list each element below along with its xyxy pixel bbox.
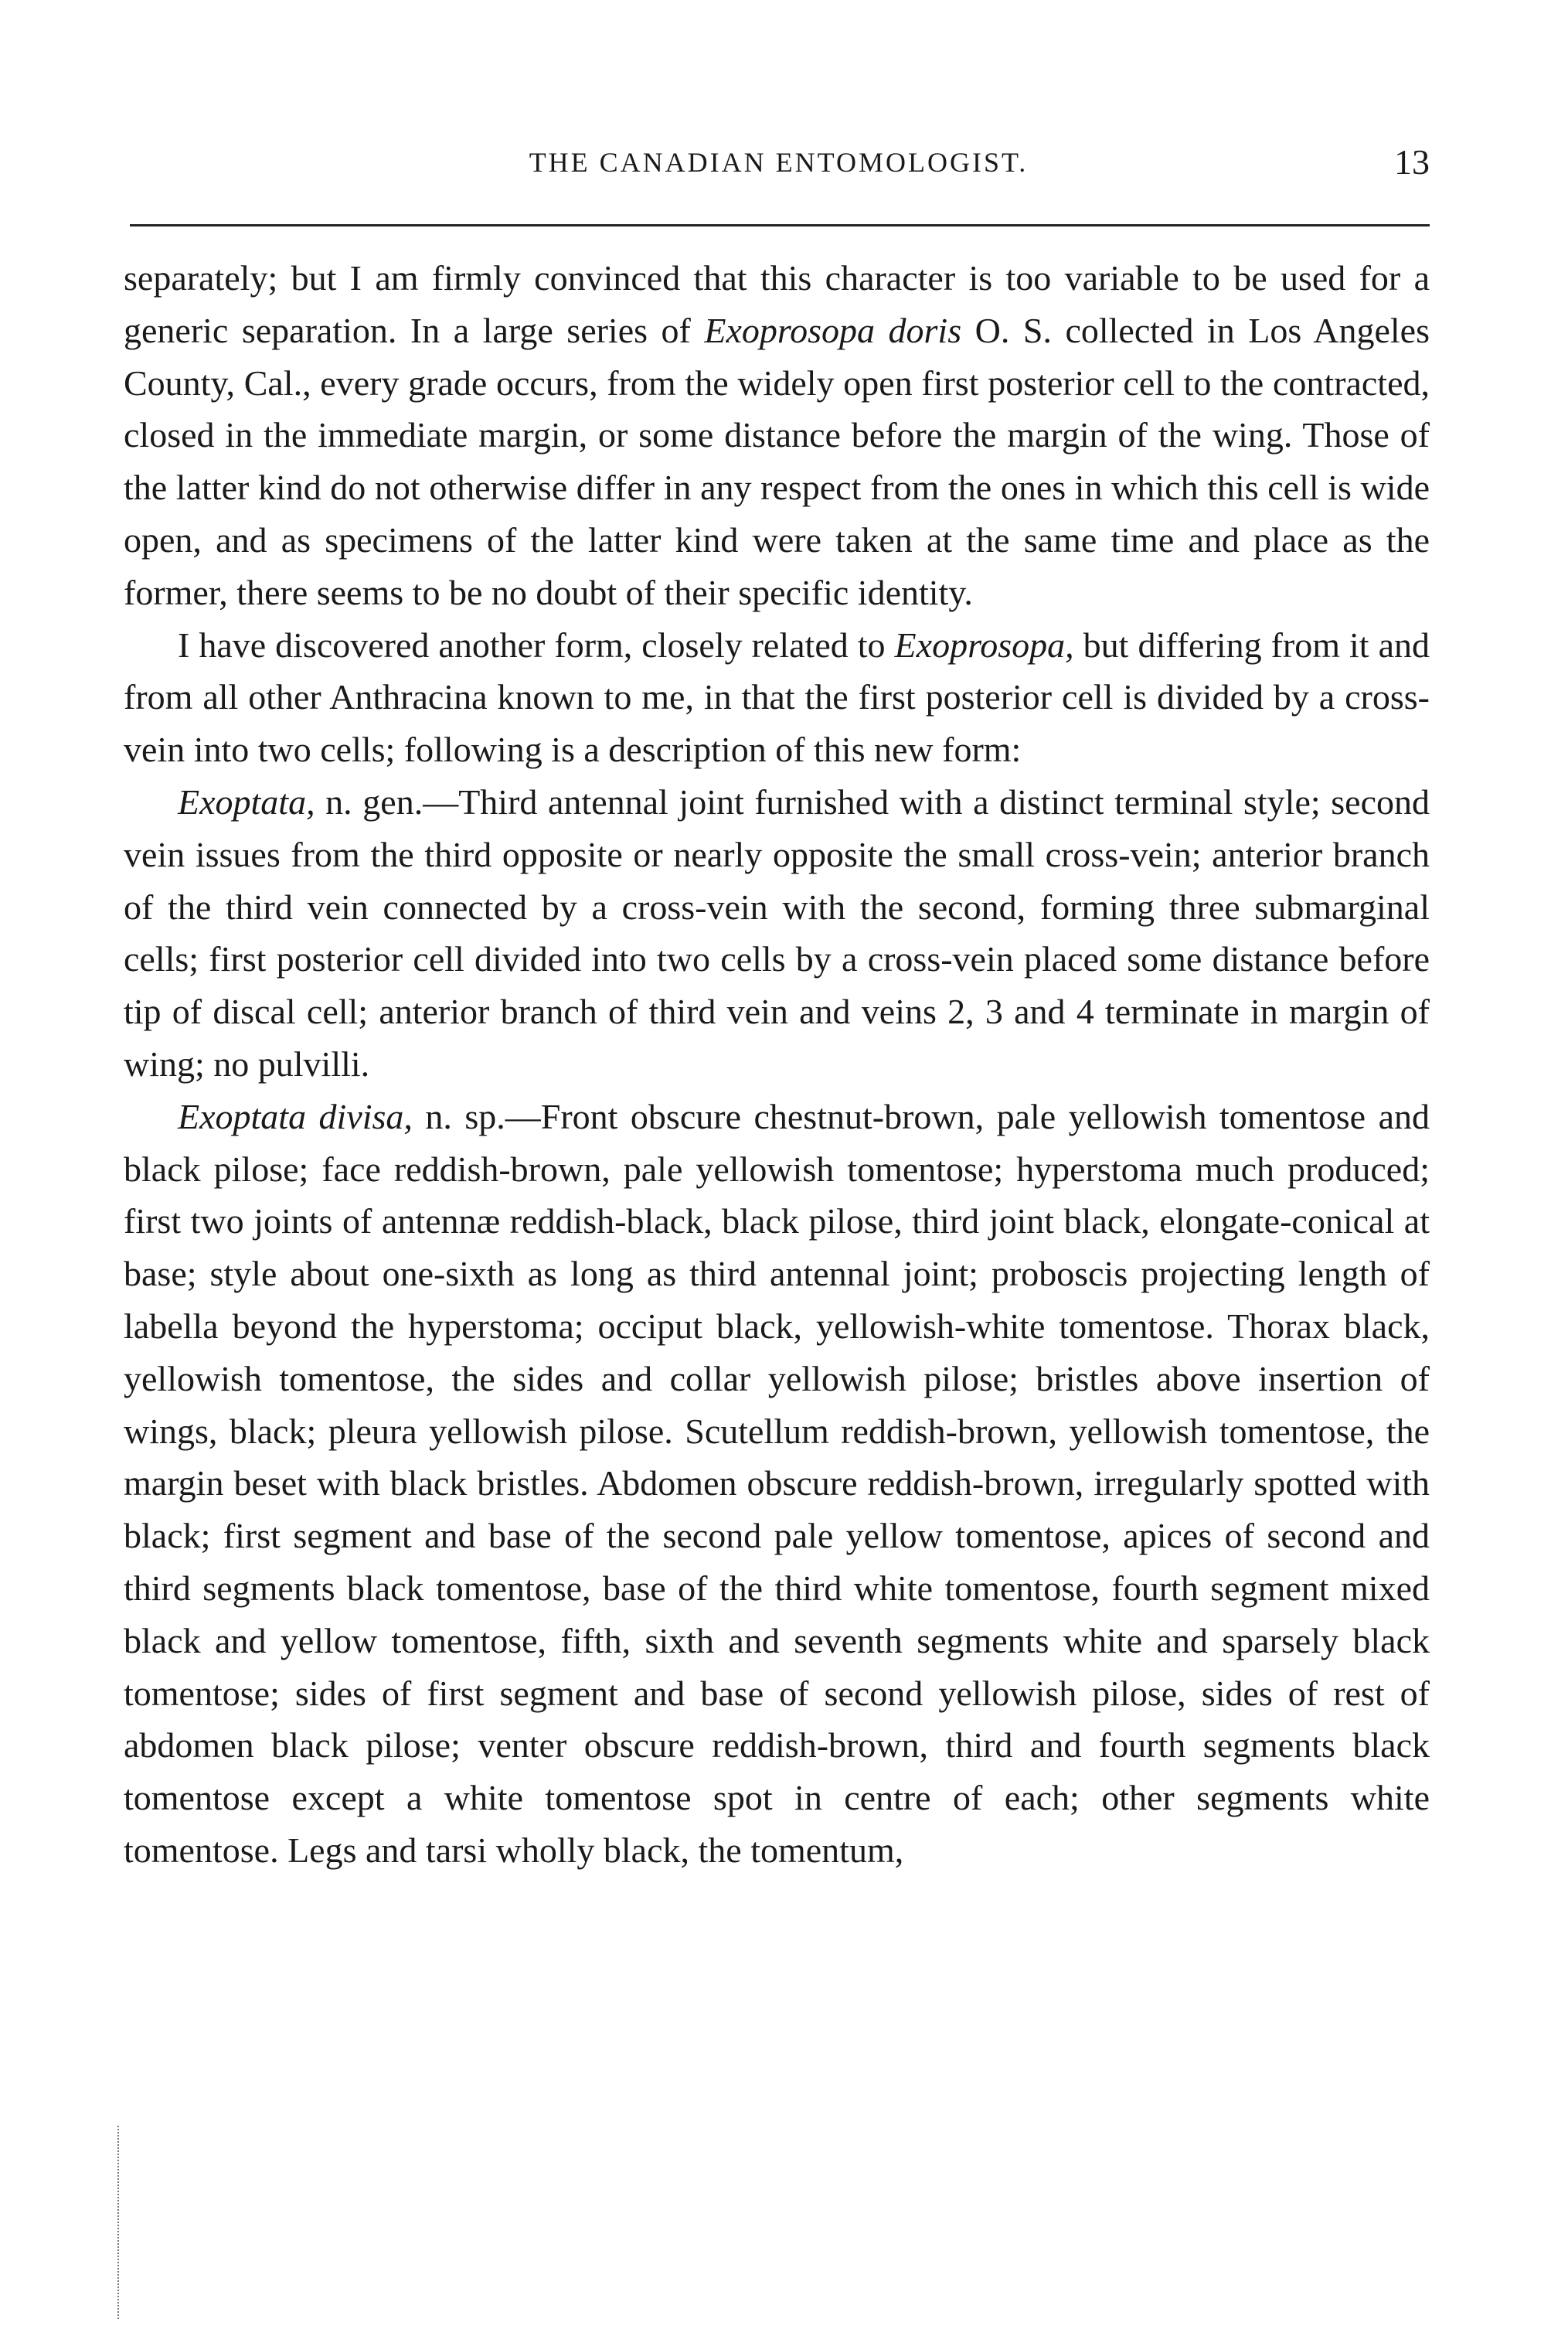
journal-title: THE CANADIAN ENTOMOLOGIST. (529, 147, 1029, 178)
genus-name-exoprosopa: Exoprosopa, (894, 625, 1074, 665)
species-name-exoprosopa-doris: Exoprosopa doris (704, 310, 962, 350)
page-number: 13 (1394, 142, 1430, 182)
margin-scan-mark (117, 2126, 122, 2319)
paragraph-1 (124, 252, 1430, 619)
paragraph-4-rest: n. sp.—Front obscure chestnut-brown, pale yellowish tomentose and black pilose; face reddish-brown, pale yellowish tomentose; hyperstoma much produced; first two joints of antennæ reddish-black, black pilose, third joint black, elongate-conical at base; style about one-sixth as long as third antennal joint; proboscis projecting length of labella beyond the hyperstoma; occiput black, yellowish-white tomentose. Thorax black, yellowish tomentose, the sides and collar yellowish pilose; bristles above insertion of wings, black; pleura yellowish pilose. Scutellum reddish-brown, yellowish tomentose, the margin beset with black bristles. Abdomen obscure reddish-brown, irregularly spotted with black; first segment and base of the second pale yellow tomentose, apices of second and third segments black tomentose, base of the third white tomentose, fourth segment mixed black and yellow tomentose, fifth, sixth and seventh segments white and sparsely black tomentose; sides of first segment and base of second yellowish pilose, sides of rest of abdomen black pilose; venter obscure reddish-brown, third and fourth segments black tomentose except a white tomentose spot in centre of each; other segments white tomentose. Legs and tarsi wholly black, the tomentum, (124, 1096, 1430, 1870)
paragraph-3-rest: n. gen.—Third antennal joint furnished with a distinct terminal style; second vein issues from the third opposite or nearly opposite the small cross-vein; anterior branch of the third vein connected by a cross-vein with the second, forming three submarginal cells; first posterior cell divided into two cells by a cross-vein placed some distance before tip of discal cell; anterior branch of third vein and veins 2, 3 and 4 terminate in margin of wing; no pulvilli. (124, 781, 1430, 1084)
body-text (124, 252, 1430, 1877)
paragraph-1-text: separately; but I am firmly convinced that this character is too variable to be used for a generic separation. In a large series of (124, 258, 1430, 350)
paragraph-2 (124, 619, 1430, 776)
header-rule (130, 224, 1430, 226)
paragraph-2-rest: but differing from it and from all other Anthracina known to me, in that the first posterior cell is divided by a cross-vein into two cells; following is a description of this new form: (124, 625, 1430, 770)
genus-name-exoptata: Exoptata, (178, 781, 315, 822)
species-name-exoptata-divisa: Exoptata divisa, (178, 1096, 413, 1136)
paragraph-1-rest: O. S. collected in Los Angeles County, Cal., every grade occurs, from the widely open first posterior cell to the contracted, closed in the immediate margin, or some distance before the margin of the wing. Those of the latter kind do not otherwise differ in any respect from the ones in which this cell is wide open, and as specimens of the latter kind were taken at the same time and place as the former, there seems to be no doubt of their specific identity. (124, 310, 1430, 612)
paragraph-2-text: I have discovered another form, closely related to (178, 625, 895, 665)
running-head (128, 139, 1430, 193)
paragraph-3 (124, 776, 1430, 1091)
paragraph-4 (124, 1091, 1430, 1877)
